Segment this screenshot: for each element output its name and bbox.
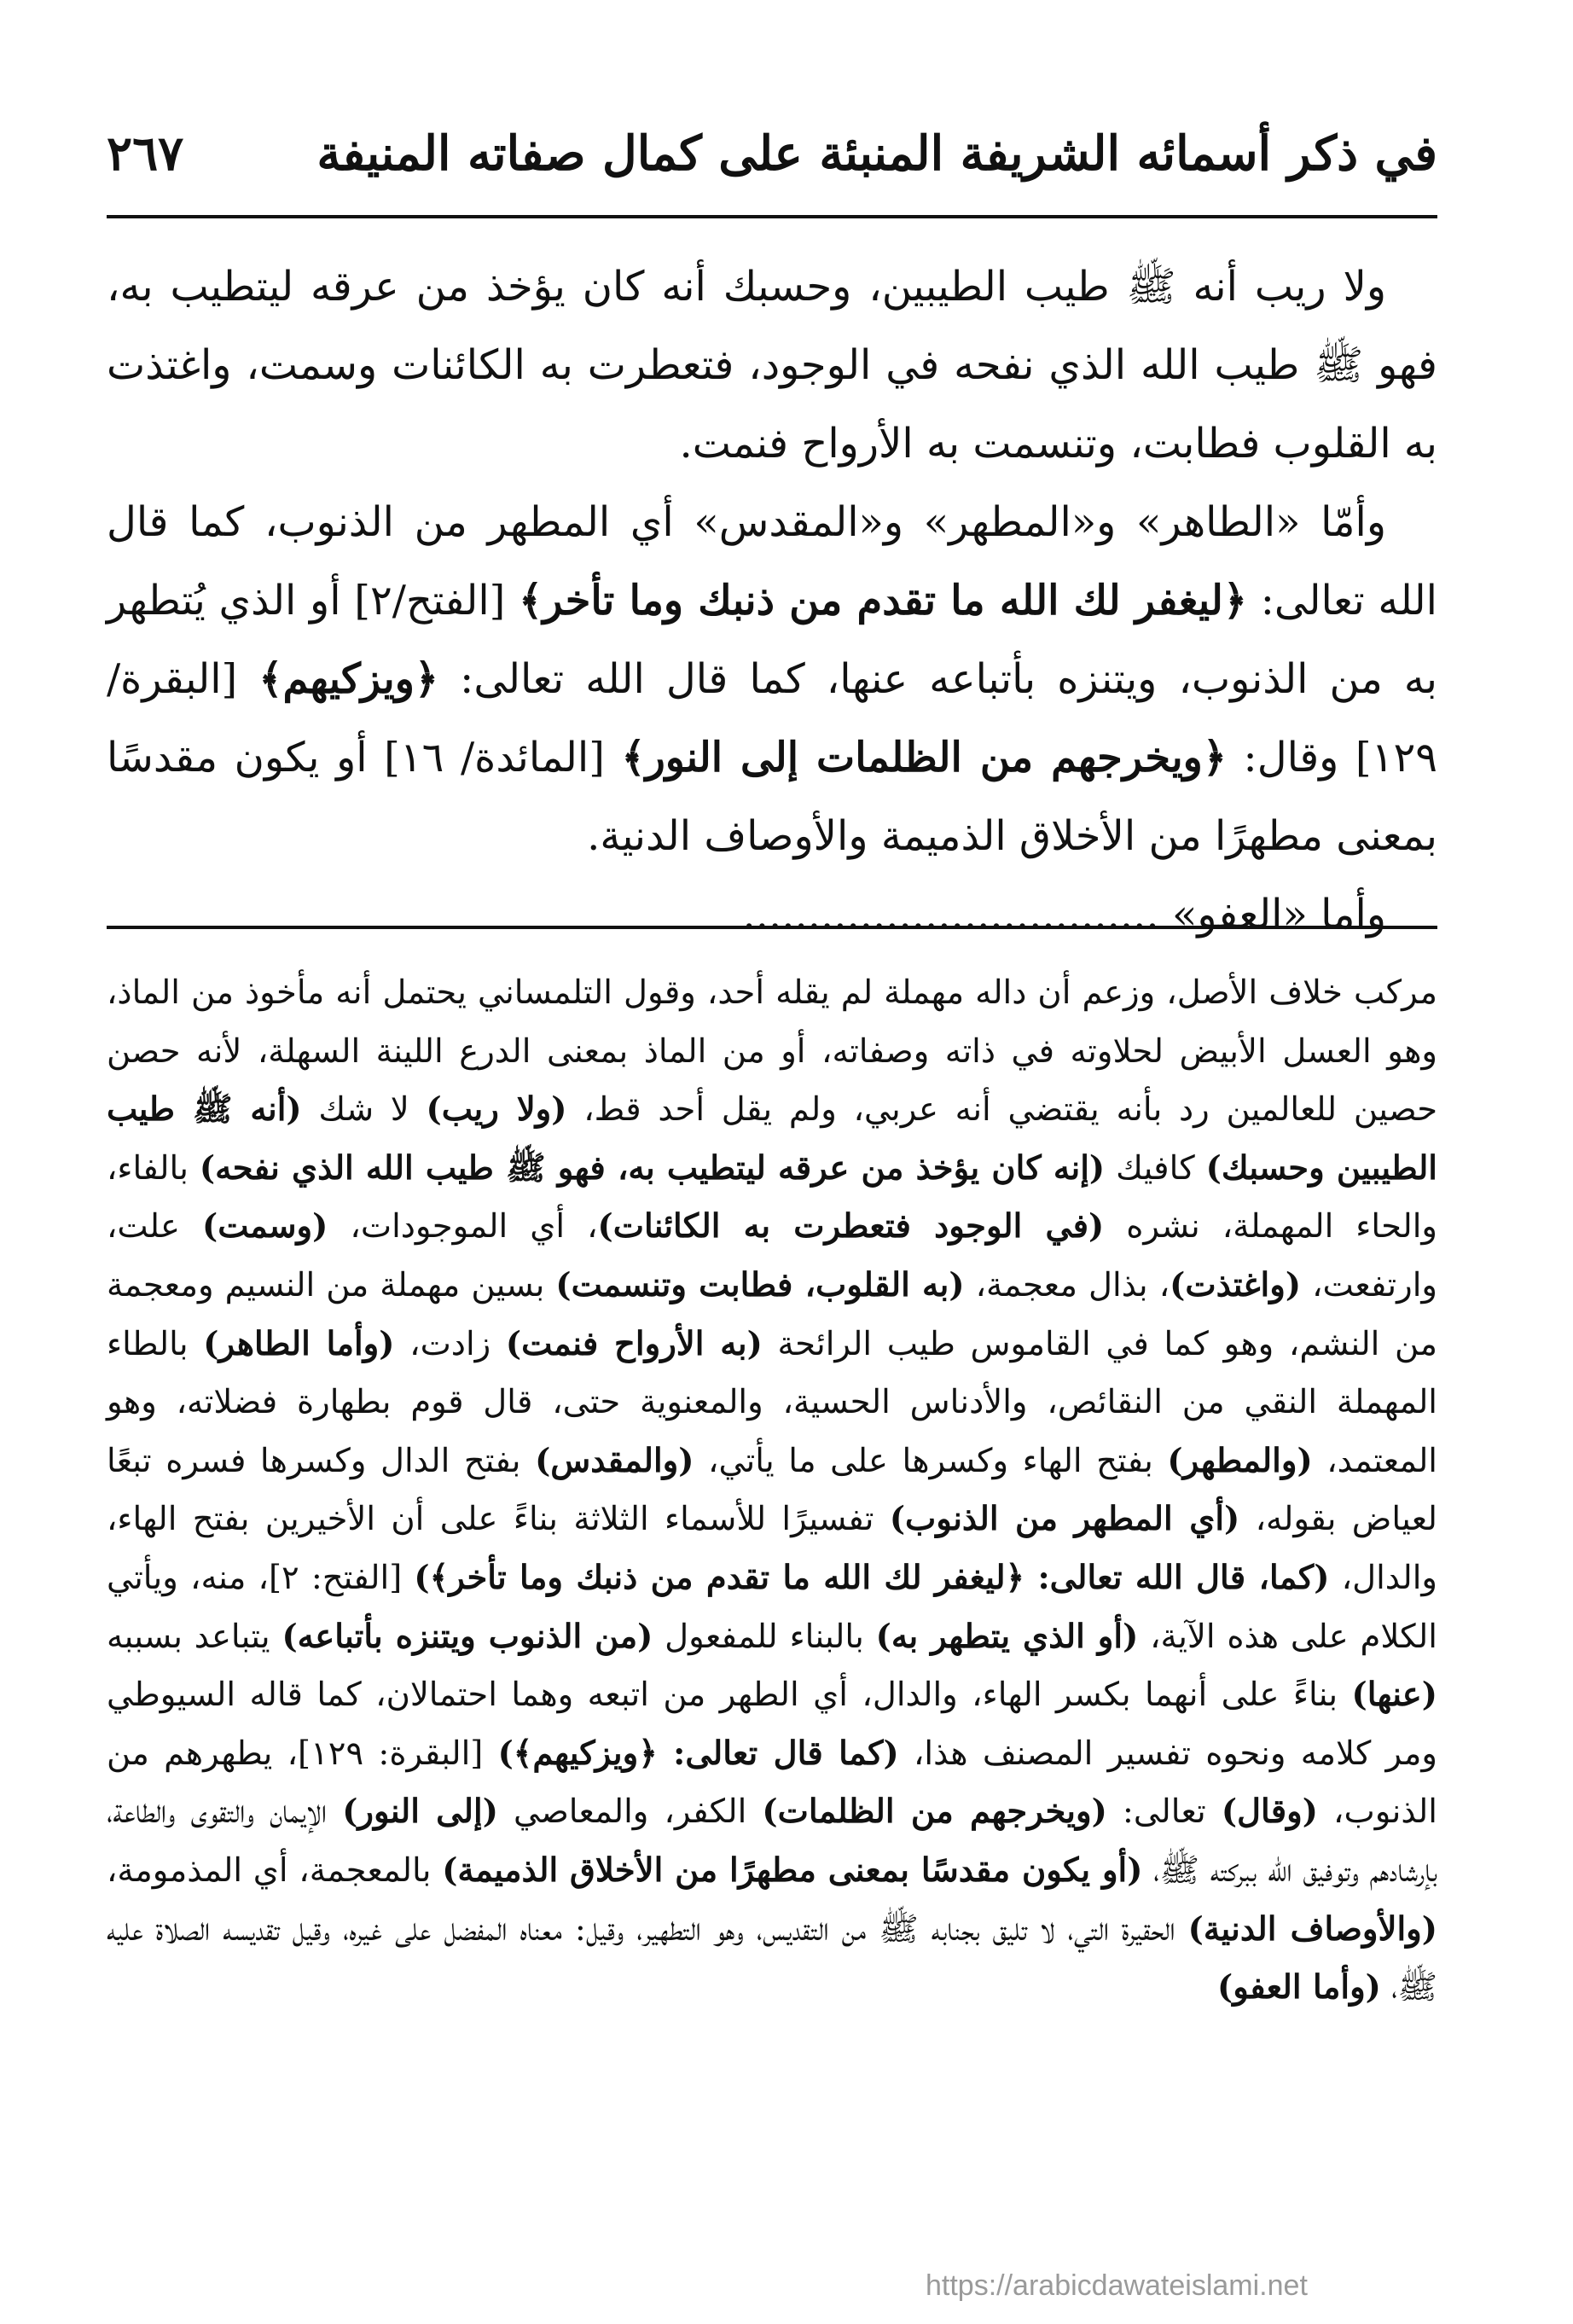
main-text-segment: [المائدة/ ١٦] أو يكون مقدسًا بمعنى مطهرًا من الأخلاق الذميمة والأوصاف الدنية. <box>107 734 1437 860</box>
page-header <box>107 102 1437 205</box>
commentary-lemma: (واغتذت) <box>1170 1265 1302 1304</box>
commentary-segment: بالبناء للمفعول <box>653 1617 876 1656</box>
main-text <box>107 247 1437 954</box>
commentary-lemma: (أو يكون مقدسًا بمعنى مطهرًا من الأخلاق الذميمة) <box>442 1850 1143 1890</box>
commentary-lemma: (إنه كان يؤخذ من عرقه ليتطيب به، فهو ﷺ طيب الله الذي نفحه) <box>199 1148 1106 1188</box>
commentary-segment: بفتح الهاء وكسرها على ما يأتي، <box>694 1441 1168 1480</box>
main-text-segment: [البقرة/ ١٢٩] وقال: <box>107 655 1437 781</box>
commentary-text <box>107 964 1437 2018</box>
commentary-segment: مركب خلاف الأصل، وزعم أن داله مهملة لم يقله أحد، وقول التلمساني يحتمل أنه مأخوذ من الماذ، وهو العسل الأبيض لحلاوته في ذاته وصفاته، أو من الماذ بمعنى الدرع اللينة السهلة، لأنه حصن حصين للعالمين رد بأنه يقتضي أنه عربي، ولم يقل أحد قط، <box>107 973 1438 1130</box>
commentary-segment: [البقرة: ١٢٩]، يطهرهم من الذنوب، <box>107 1734 1437 1832</box>
commentary-segment: زادت، <box>394 1324 506 1363</box>
commentary-segment: بفتح الدال وكسرها فسره تبعًا لعياض بقوله، <box>107 1441 1437 1539</box>
commentary-lemma: (وسمت) <box>202 1207 328 1246</box>
main-text-segment: [الفتح/٢] أو الذي يُتطهر به من الذنوب، ويتنزه بأتباعه عنها، كما قال الله تعالى: <box>107 577 1438 703</box>
commentary-lemma: (أي المطهر من الذنوب) <box>889 1500 1240 1539</box>
commentary-segment: بالمعجمة، أي المذمومة، <box>107 1850 443 1890</box>
commentary-segment: بالطاء المهملة النقي من النقائص، والأدناس الحسية، والمعنوية حتى، قال قوم بطهارة فضلاته، وهو المعتمد، <box>107 1324 1437 1480</box>
commentary-lemma: (به الأرواح فنمت) <box>505 1324 763 1363</box>
commentary-lemma: (كما قال تعالى: ﴿ويزكيهم﴾) <box>497 1734 899 1773</box>
commentary-segment: بناءً على أنهما بكسر الهاء، والدال، أي الطهر من اتبعه وهما احتمالان، كما قاله السيوطي ومر كلامه ونحوه تفسير المصنف هذا، <box>107 1676 1437 1773</box>
commentary-segment: لا شك <box>301 1090 427 1130</box>
commentary-segment: بسين مهملة من النسيم ومعجمة من النشم، وهو كما في القاموس طيب الرائحة <box>107 1265 1437 1363</box>
commentary-segment: يتباعد بسببه <box>107 1617 282 1656</box>
commentary-lemma: (وأما الطاهر) <box>203 1324 395 1363</box>
commentary-lemma: (وأما العفو) <box>1217 1968 1381 2007</box>
commentary-segment: الكفر، والمعاصي <box>497 1792 763 1832</box>
commentary-lemma: (ويخرجهم من الظلمات) <box>762 1792 1107 1832</box>
watermark-url: https://arabicdawateislami.net <box>926 2269 1308 2302</box>
quran-quote: ﴿ويزكيهم﴾ <box>258 655 439 703</box>
commentary-lemma: (كما، قال الله تعالى: ﴿ليغفر لك الله ما تقدم من ذنبك وما تأخر﴾) <box>414 1558 1330 1597</box>
commentary-paragraph <box>107 964 1437 2018</box>
commentary-lemma: (وقال) <box>1221 1792 1318 1832</box>
main-text-segment: وأما «العفو» <box>1171 891 1386 938</box>
main-paragraph-2 <box>107 483 1437 875</box>
commentary-segment: ، أي الموجودات، <box>328 1207 598 1246</box>
commentary-lemma: (إلى النور) <box>342 1792 498 1832</box>
commentary-lemma: (والأوصاف الدنية) <box>1187 1909 1437 1949</box>
commentary-segment: تعالى: <box>1106 1792 1222 1832</box>
commentary-lemma: (به القلوب، فطابت وتنسمت) <box>555 1265 965 1304</box>
commentary-lemma: (والمطهر) <box>1167 1441 1313 1480</box>
commentary-segment: ، بذال معجمة، <box>964 1265 1170 1304</box>
quran-quote: ﴿ليغفر لك الله ما تقدم من ذنبك وما تأخر﴾ <box>519 577 1248 625</box>
header-rule <box>107 215 1437 218</box>
commentary-segment: كافيك <box>1105 1148 1206 1188</box>
main-paragraph-3 <box>107 875 1437 954</box>
commentary-lemma: (أنه ﷺ طيب الطيبين وحسبك) <box>107 1090 1438 1188</box>
commentary-lemma: (والمقدس) <box>535 1441 694 1480</box>
quran-quote: ﴿ويخرجهم من الظلمات إلى النور﴾ <box>621 734 1227 781</box>
running-title: في ذكر أسمائه الشريفة المنبئة على كمال صفاته المنيفة <box>316 125 1437 182</box>
commentary-segment: بالفاء، والحاء المهملة، نشره <box>107 1148 1438 1246</box>
commentary-lemma: (في الوجود فتعطرت به الكائنات) <box>597 1207 1105 1246</box>
main-paragraph-1: ولا ريب أنه ﷺ طيب الطيبين، وحسبك أنه كان يؤخذ من عرقه ليتطيب به، فهو ﷺ طيب الله الذي نفحه في الوجود، فتعطرت به الكائنات وسمت، واغتذت به القلوب فطابت، وتنسمت به الأرواح فنمت. <box>107 263 1437 468</box>
commentary-lemma: (عنها) <box>1351 1676 1437 1715</box>
commentary-lemma: (ولا ريب) <box>426 1090 567 1130</box>
commentary-segment: علت، وارتفعت، <box>107 1207 1437 1304</box>
commentary-segment: الإيمان والتقوى والطاعة، بإرشادهم وتوفيق الله ببركته ﷺ، <box>107 1792 1438 1890</box>
commentary-segment: [الفتح: ٢]، منه، ويأتي الكلام على هذه الآية، <box>107 1558 1437 1656</box>
page-number: ٢٦٧ <box>107 125 184 182</box>
main-text-segment: وأمّا «الطاهر» و«المطهر» و«المقدس» أي المطهر من الذنوب، كما قال الله تعالى: <box>107 498 1438 625</box>
continuation-dots: ................................ <box>742 891 1159 938</box>
commentary-lemma: (من الذنوب ويتنزه بأتباعه) <box>282 1617 653 1656</box>
commentary-rule <box>107 926 1437 929</box>
commentary-segment: الحقيرة التي، لا تليق بجنابه ﷺ من التقديس، وهو التطهير، وقيل: معناه المفضل على غيره، وقيل تقديسه الصلاة عليه ﷺ، <box>107 1909 1437 2007</box>
commentary-lemma: (أو الذي يتطهر به) <box>875 1617 1139 1656</box>
commentary-segment: تفسيرًا للأسماء الثلاثة بناءً على أن الأخيرين بفتح الهاء، والدال، <box>107 1500 1437 1597</box>
